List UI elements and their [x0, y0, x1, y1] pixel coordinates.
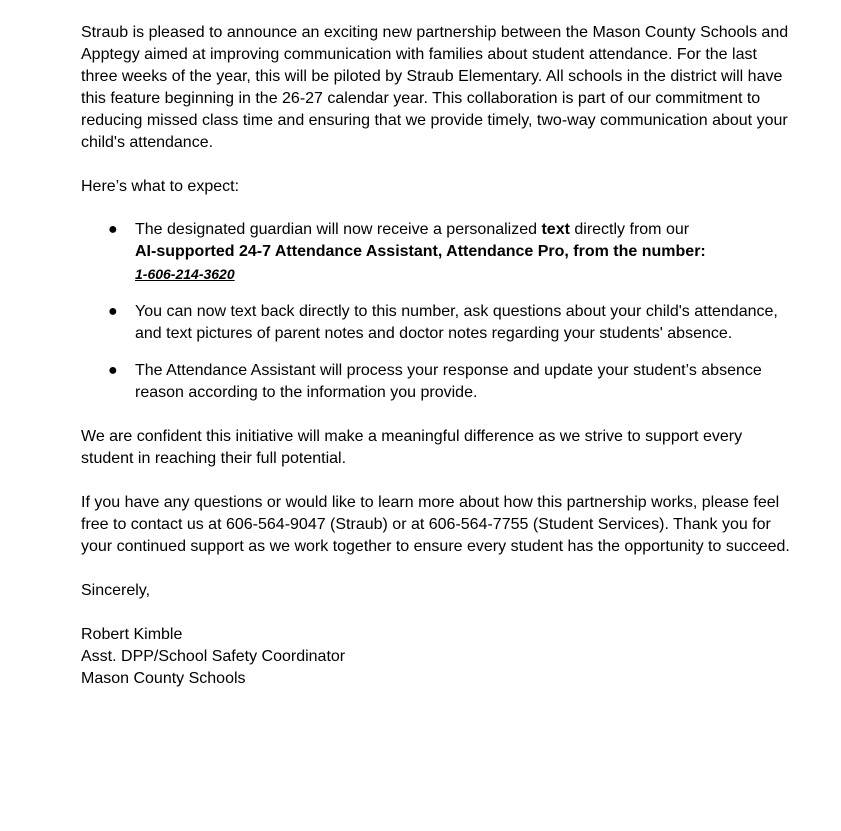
list-item — [81, 301, 791, 345]
intro-paragraph: Straub is pleased to announce an exciting new partnership between the Mason County Schools and Apptegy aimed at improving communication with families about student attendance. For the last three weeks of the year, this will be piloted by Straub Elementary. All schools in the district will have this feature beginning in the 26-27 calendar year. This collaboration is part of our commitment to reducing missed class time and ensuring that we provide timely, two-way communication about your child's attendance. — [81, 24, 789, 151]
bullet-text: The Attendance Assistant will process your response and update your student’s absence reason according to the information you provide. — [135, 362, 762, 401]
list-item — [81, 360, 791, 404]
expect-heading: Here’s what to expect: — [81, 178, 240, 195]
bullet-icon: ● — [108, 362, 118, 379]
bullet-text-part: directly from our — [569, 221, 690, 238]
bullet-icon: ● — [108, 221, 118, 238]
bullet-text: You can now text back directly to this number, ask questions about your child's attendance, and text pictures of parent notes and doctor notes regarding your students' absence. — [135, 303, 778, 342]
closing: Sincerely, — [81, 582, 151, 599]
signer-organization: Mason County Schools — [81, 670, 246, 687]
bullet-icon: ● — [108, 303, 118, 320]
contact-paragraph: If you have any questions or would like to learn more about how this partnership works, please feel free to contact us at 606-564-9047 (Straub) or at 606-564-7755 (Student Services). Thank you for your continued support as we work together to ensure every student has the opportunity to succeed. — [81, 494, 790, 555]
signature-block — [81, 624, 791, 690]
list-item — [81, 219, 791, 286]
bullet-text-part: The designated guardian will now receive a personalized — [135, 221, 542, 238]
confidence-paragraph: We are confident this initiative will make a meaningful difference as we strive to support every student in reaching their full potential. — [81, 428, 743, 467]
phone-number: 1-606-214-3620 — [135, 266, 235, 282]
signer-title: Asst. DPP/School Safety Coordinator — [81, 648, 346, 665]
letter-body — [81, 22, 791, 690]
expectations-list — [81, 219, 791, 404]
assistant-description: AI-supported 24-7 Attendance Assistant, Attendance Pro, from the number: — [135, 243, 706, 260]
signer-name: Robert Kimble — [81, 626, 183, 643]
bold-keyword: text — [541, 221, 570, 238]
